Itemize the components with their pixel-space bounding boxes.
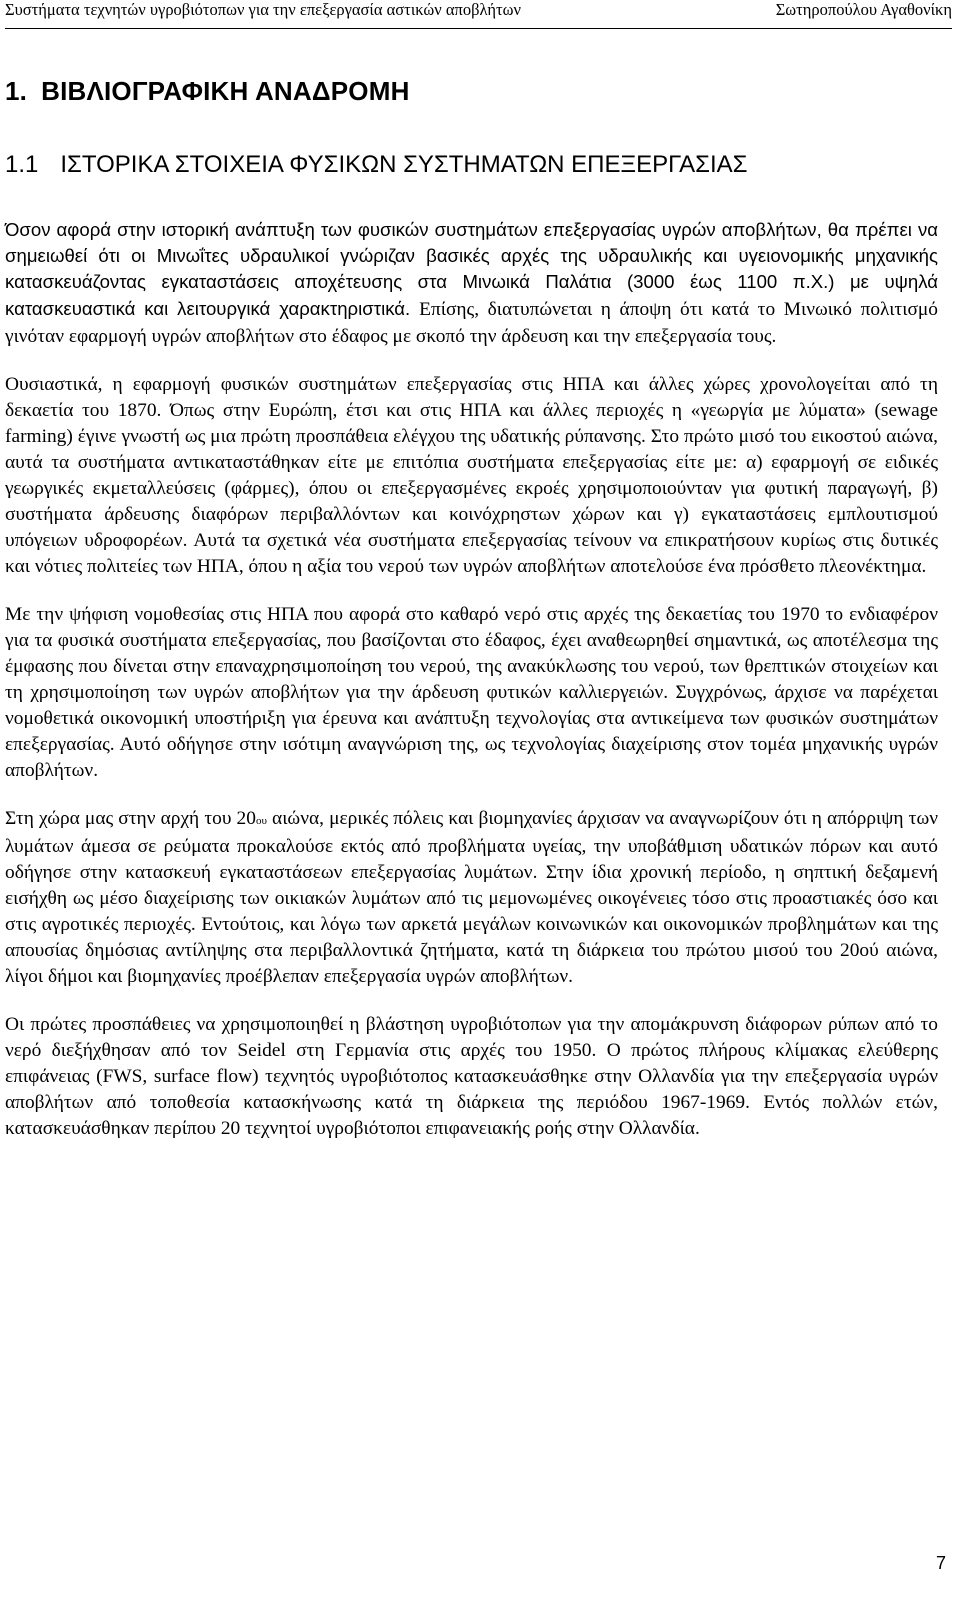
section-number: 1.1 bbox=[5, 151, 39, 178]
ordinal-suffix: ου bbox=[255, 815, 267, 828]
header-author: Σωτηροπούλου Αγαθονίκη bbox=[775, 0, 952, 19]
section-title: ΙΣΤΟΡΙΚΑ ΣΤΟΙΧΕΙΑ ΦΥΣΙΚΩΝ ΣΥΣΤΗΜΑΤΩΝ ΕΠΕΞΕΡΓΑΣΙΑΣ bbox=[60, 151, 748, 178]
chapter-number: 1. bbox=[5, 76, 28, 106]
paragraph-4-start: Στη χώρα μας στην αρχή του 20 bbox=[5, 808, 256, 830]
paragraph-4 bbox=[5, 806, 938, 990]
running-header bbox=[5, 0, 952, 29]
body-text bbox=[5, 217, 938, 1164]
paragraph-1-part-b: Επίσης, διατυπώνεται η άποψη ότι κατά το Μινωικό πολιτισμό γινόταν εφαρμογή υγρών αποβλήτων στο έδαφος με σκοπό την άρδευση και την επεξεργασία τους. bbox=[5, 298, 938, 347]
section-heading bbox=[5, 150, 747, 180]
paragraph-1 bbox=[5, 217, 938, 350]
paragraph-4-rest: αιώνα, μερικές πόλεις και βιομηχανίες άρχισαν να αναγνωρίζουν ότι η απόρριψη των λυμάτων άμεσα σε ρεύματα προκαλούσε εκτός από προβλήματα υγείας, την υποβάθμιση υδατικών πόρων και αυτό οδήγησε στην κατασκευή εγκαταστάσεων επεξεργασίας λυμάτων. Στην ίδια χρονική περίοδο, η σηπτική δεξαμενή εισήχθη ως μέσο διαχείρισης των οικιακών λυμάτων από τις μεμονωμένες οικογένειες τόσο στις προαστιακές όσο και στις αγροτικές περιοχές. Εντούτοις, και λόγω των αρκετά μεγάλων κοινωνικών και οικονομικών προβλημάτων και της απουσίας δημόσιας αντίληψης στα περιβαλλοντικά ζητήματα, κατά τη διάρκεια του πρώτου μισού του 20ού αιώνα, λίγοι δήμοι και βιομηχανίες προέβλεπαν επεξεργασία υγρών αποβλήτων. bbox=[5, 808, 938, 988]
paragraph-3: Με την ψήφιση νομοθεσίας στις ΗΠΑ που αφορά στο καθαρό νερό στις αρχές της δεκαετίας του 1970 το ενδιαφέρον για τα φυσικά συστήματα επεξεργασίας, που βασίζονται στο έδαφος, έχει αναθεωρηθεί σημαντικά, ως αποτέλεσμα της έμφασης που δίνεται στην επαναχρησιμοποίηση του νερού, της ανακύκλωσης του νερού, των θρεπτικών στοιχείων και τη χρησιμοποίηση των υγρών αποβλήτων για την άρδευση φυτικών καλλιεργειών. Συγχρόνως, άρχισε να παρέχεται νομοθετικά οικονομική υποστήριξη για έρευνα και ανάπτυξη τεχνολογίας στα αντικείμενα των φυσικών συστημάτων επεξεργασίας. Αυτό οδήγησε στην ισότιμη αναγνώριση της, ως τεχνολογίας διαχείρισης στον τομέα μηχανικής υγρών αποβλήτων. bbox=[5, 604, 938, 782]
header-document-title: Συστήματα τεχνητών υγροβιότοπων για την επεξεργασία αστικών αποβλήτων bbox=[5, 0, 521, 19]
paragraph-5: Οι πρώτες προσπάθειες να χρησιμοποιηθεί η βλάστηση υγροβιότοπων για την απομάκρυνση διάφορων ρύπων από το νερό διεξήχθησαν από τον Seidel στη Γερμανία στις αρχές του 1950. Ο πρώτος πλήρους κλίμακας ελεύθερης επιφάνειας (FWS, surface flow) τεχνητός υγροβιότοπος κατασκευάσθηκε στην Ολλανδία για την επεξεργασία υγρών αποβλήτων από τοποθεσία κατασκήνωσης κατά τη διάρκεια της περιόδου 1967-1969. Εντός πολλών ετών, κατασκευάσθηκαν περίπου 20 τεχνητοί υγροβιότοποι επιφανειακής ροής στην Ολλανδία. bbox=[5, 1014, 938, 1140]
paragraph-1-part-a: Όσον αφορά στην ιστορική ανάπτυξη των φυσικών συστημάτων επεξεργασίας υγρών αποβλήτων, θα πρέπει να σημειωθεί ότι οι Μινωΐτες υδραυλικοί γνώριζαν βασικές αρχές της υδραυλικής και υγειονομικής μηχανικής κατασκευάζοντας εγκαταστάσεις αποχέτευσης στα Μινωικά Παλάτια (3000 έως 1100 π.Χ.) με υψηλά κατασκευαστικά και λειτουργικά χαρακτηριστικά. bbox=[5, 219, 938, 319]
chapter-heading bbox=[5, 74, 410, 108]
page-number: 7 bbox=[935, 1553, 946, 1573]
paragraph-2: Ουσιαστικά, η εφαρμογή φυσικών συστημάτων επεξεργασίας στις ΗΠΑ και άλλες χώρες χρονολογείται από τη δεκαετία του 1870. Όπως στην Ευρώπη, έτσι και στις ΗΠΑ και άλλες περιοχές η «γεωργία με λύματα» (sewage farming) έγινε γνωστή ως μια πρώτη προσπάθεια ελέγχου της υδατικής ρύπανσης. Στο πρώτο μισό του εικοστού αιώνα, αυτά τα συστήματα αντικαταστάθηκαν είτε με επιτόπια συστήματα επεξεργασίας είτε με: α) εφαρμογή σε ειδικές γεωργικές εκμεταλλεύσεις (φάρμες), όπου οι επεξεργασμένες εκροές χρησιμοποιούνταν για φυτική παραγωγή, β) συστήματα άρδευσης διαφόρων περιβαλλόντων και κοινόχρηστων χώρων και γ) εγκαταστάσεις εμπλουτισμού υπόγειων υδροφορέων. Αυτά τα σχετικά νέα συστήματα επεξεργασίας τείνουν να επικρατήσουν κυρίως στις δυτικές και νότιες πολιτείες των ΗΠΑ, όπου η αξία του νερού των υγρών αποβλήτων αποτελούσε ένα πρόσθετο πλεονέκτημα. bbox=[5, 374, 938, 578]
chapter-title: ΒΙΒΛΙΟΓΡΑΦΙΚΗ ΑΝΑΔΡΟΜΗ bbox=[41, 76, 410, 106]
